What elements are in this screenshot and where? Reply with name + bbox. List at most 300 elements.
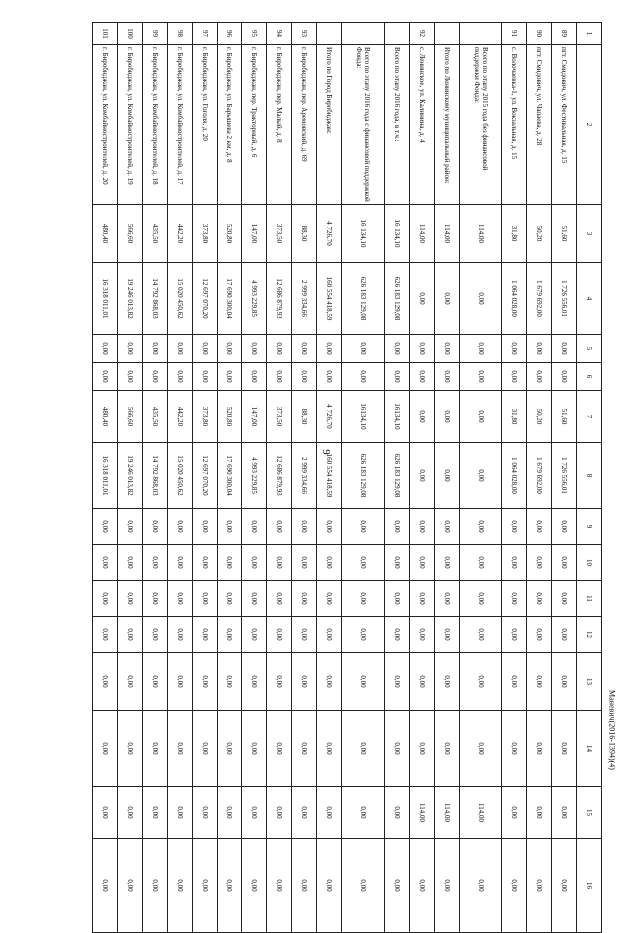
table-cell: 0,00: [384, 581, 409, 617]
table-cell: 0,00: [118, 617, 143, 653]
table-cell: 0,00: [341, 545, 384, 581]
table-cell: 0,00: [502, 509, 527, 545]
table-cell: г. Биробиджан, ул. Комбайностроителей, д. 17: [167, 45, 192, 205]
table-cell: 0,00: [217, 839, 242, 933]
table-cell: 0,00: [527, 653, 552, 711]
table-cell: 31,80: [502, 391, 527, 443]
table-cell: 0,00: [434, 335, 459, 363]
column-number-cell: 2: [577, 45, 602, 205]
table-cell: [459, 23, 502, 45]
table-cell: 0,00: [502, 653, 527, 711]
table-cell: 0,00: [217, 509, 242, 545]
table-row: [118, 23, 143, 933]
table-cell: 0,00: [317, 545, 342, 581]
table-cell: 0,00: [527, 617, 552, 653]
table-cell: 0,00: [93, 787, 118, 839]
table-cell: 0,00: [527, 711, 552, 787]
table-row: [267, 23, 292, 933]
table-cell: 0,00: [118, 545, 143, 581]
table-cell: 0,00: [118, 363, 143, 391]
table-header-row: [577, 23, 602, 933]
table-cell: Всего по этапу 2016 года с финансовой поддержкой Фонда:: [341, 45, 384, 205]
table-cell: 0,00: [434, 617, 459, 653]
table-cell: 0,00: [409, 363, 434, 391]
table-cell: 0,00: [317, 617, 342, 653]
table-cell: 0,00: [384, 617, 409, 653]
table-cell: 0,00: [142, 653, 167, 711]
table-cell: 0,00: [292, 509, 317, 545]
table-cell: 0,00: [341, 839, 384, 933]
table-cell: 626 183 129,08: [384, 443, 409, 509]
table-cell: 15 020 450,62: [167, 263, 192, 335]
table-cell: 0,00: [317, 581, 342, 617]
table-cell: 626 183 129,08: [384, 263, 409, 335]
table-cell: 0,00: [217, 335, 242, 363]
table-row: [142, 23, 167, 933]
table-cell: 15 020 450,62: [167, 443, 192, 509]
table-cell: 0,00: [292, 711, 317, 787]
table-cell: 0,00: [118, 839, 143, 933]
table-cell: Итого по Город Биробиджан:: [317, 45, 342, 205]
table-cell: [434, 23, 459, 45]
table-cell: 0,00: [192, 545, 217, 581]
table-row: [527, 23, 552, 933]
table-cell: 0,00: [192, 363, 217, 391]
table-cell: пгт. Смидович, ул. Чапаева, д. 28: [527, 45, 552, 205]
document-code: Маневич(2016-1394)(4): [607, 690, 617, 770]
table-cell: 0,00: [384, 787, 409, 839]
table-cell: 0,00: [142, 711, 167, 787]
table-cell: г. Биробиджан, ул. Гоголя, д. 20: [192, 45, 217, 205]
table-cell: г. Биробиджан, пер. Аремовский, д. 69: [292, 45, 317, 205]
table-cell: 0,00: [552, 653, 577, 711]
table-cell: 0,00: [142, 617, 167, 653]
table-cell: 0,00: [409, 335, 434, 363]
table-cell: 0,00: [93, 545, 118, 581]
table-cell: 114,00: [434, 787, 459, 839]
table-cell: 0,00: [341, 653, 384, 711]
table-cell: 0,00: [552, 335, 577, 363]
table-cell: 0,00: [434, 545, 459, 581]
table-cell: 16134,10: [384, 391, 409, 443]
table-cell: 0,00: [384, 653, 409, 711]
table-cell: 442,20: [167, 391, 192, 443]
table-cell: г. Биробиджан, пер. Тракторный, д. 6: [242, 45, 267, 205]
table-cell: 0,00: [242, 787, 267, 839]
table-cell: 0,00: [317, 509, 342, 545]
table-cell: 566,60: [118, 391, 143, 443]
table-cell: 373,50: [267, 391, 292, 443]
table-cell: 0,00: [242, 509, 267, 545]
table-cell: 0,00: [434, 443, 459, 509]
table-row: [552, 23, 577, 933]
table-cell: Итого по Ленинскому муниципальный район:: [434, 45, 459, 205]
table-row: [192, 23, 217, 933]
table-cell: 0,00: [434, 263, 459, 335]
table-cell: 0,00: [93, 711, 118, 787]
table-cell: 0,00: [552, 581, 577, 617]
table-cell: 93: [292, 23, 317, 45]
table-cell: с. Волочаевка-1, ул. Вокзальная, д. 15: [502, 45, 527, 205]
column-number-cell: 11: [577, 581, 602, 617]
table-cell: 160 554 418,59: [317, 263, 342, 335]
table-cell: 0,00: [142, 363, 167, 391]
table-cell: 4 993 229,85: [242, 263, 267, 335]
table-cell: 0,00: [267, 617, 292, 653]
table-cell: 4 726,70: [317, 205, 342, 263]
table-row: [217, 23, 242, 933]
table-cell: 97: [192, 23, 217, 45]
table-cell: 0,00: [502, 617, 527, 653]
table-cell: 92: [409, 23, 434, 45]
table-cell: 0,00: [409, 581, 434, 617]
table-cell: 0,00: [502, 581, 527, 617]
table-cell: 0,00: [341, 617, 384, 653]
table-cell: 114,00: [434, 205, 459, 263]
table-cell: 14 792 868,03: [142, 263, 167, 335]
column-number-cell: 16: [577, 839, 602, 933]
table-cell: 1 679 692,00: [527, 263, 552, 335]
table-cell: 12 686 879,93: [267, 263, 292, 335]
table-cell: 0,00: [118, 335, 143, 363]
table-cell: 0,00: [292, 653, 317, 711]
table-cell: 0,00: [292, 839, 317, 933]
table-cell: 0,00: [317, 653, 342, 711]
table-cell: 16 134,10: [341, 205, 384, 263]
table-cell: 566,60: [118, 205, 143, 263]
table-cell: 0,00: [242, 839, 267, 933]
table-cell: 0,00: [409, 653, 434, 711]
table-cell: 114,00: [409, 205, 434, 263]
table-cell: [384, 23, 409, 45]
table-row: [341, 23, 384, 933]
table-cell: 50,20: [527, 391, 552, 443]
table-cell: 0,00: [459, 653, 502, 711]
table-cell: 0,00: [409, 509, 434, 545]
table-cell: 0,00: [142, 581, 167, 617]
column-number-cell: 14: [577, 711, 602, 787]
table-cell: 19 246 013,82: [118, 263, 143, 335]
table-cell: 0,00: [459, 391, 502, 443]
table-cell: 4 726,70: [317, 391, 342, 443]
table-cell: 0,00: [459, 545, 502, 581]
table-cell: 0,00: [118, 509, 143, 545]
column-number-cell: 10: [577, 545, 602, 581]
table-cell: 373,50: [267, 205, 292, 263]
table-cell: 480,40: [93, 205, 118, 263]
table-cell: 0,00: [167, 581, 192, 617]
table-cell: 0,00: [192, 787, 217, 839]
table-cell: 0,00: [217, 363, 242, 391]
table-cell: 0,00: [267, 363, 292, 391]
table-cell: 17 690 300,04: [217, 263, 242, 335]
rotated-table-area: [92, 22, 602, 892]
table-cell: 14 792 868,03: [142, 443, 167, 509]
table-row: [242, 23, 267, 933]
table-cell: 0,00: [167, 545, 192, 581]
table-cell: 1 064 028,00: [502, 443, 527, 509]
table-cell: 0,00: [384, 509, 409, 545]
table-cell: 147,00: [242, 205, 267, 263]
table-cell: 1 726 556,01: [552, 443, 577, 509]
table-cell: 0,00: [292, 545, 317, 581]
table-cell: 0,00: [142, 509, 167, 545]
table-cell: 100: [118, 23, 143, 45]
table-cell: 0,00: [409, 443, 434, 509]
table-cell: 0,00: [192, 617, 217, 653]
table-cell: 0,00: [192, 581, 217, 617]
housing-program-table: [92, 22, 602, 933]
table-cell: 0,00: [527, 509, 552, 545]
table-cell: 0,00: [192, 509, 217, 545]
table-cell: 0,00: [502, 545, 527, 581]
table-cell: 12 697 070,20: [192, 443, 217, 509]
table-cell: 0,00: [292, 335, 317, 363]
table-cell: 0,00: [409, 839, 434, 933]
table-cell: [317, 23, 342, 45]
table-cell: 0,00: [552, 545, 577, 581]
table-cell: 90: [527, 23, 552, 45]
table-cell: 0,00: [341, 581, 384, 617]
table-cell: 0,00: [192, 711, 217, 787]
table-cell: 0,00: [459, 363, 502, 391]
table-cell: 0,00: [409, 545, 434, 581]
table-cell: 0,00: [317, 363, 342, 391]
column-number-cell: 12: [577, 617, 602, 653]
table-cell: с. Ленинское, ул. Калинина, д. 4: [409, 45, 434, 205]
table-cell: 373,80: [192, 205, 217, 263]
table-cell: 0,00: [167, 653, 192, 711]
table-row: [409, 23, 434, 933]
table-cell: 0,00: [192, 653, 217, 711]
table-cell: Всего по этапу 2016 года, в т.ч.:: [384, 45, 409, 205]
table-cell: 16 318 011,01: [93, 443, 118, 509]
table-cell: 435,50: [142, 391, 167, 443]
table-cell: 0,00: [459, 509, 502, 545]
column-number-cell: 6: [577, 363, 602, 391]
table-cell: 0,00: [341, 363, 384, 391]
table-cell: 0,00: [527, 363, 552, 391]
table-cell: 0,00: [217, 711, 242, 787]
table-cell: 0,00: [502, 363, 527, 391]
table-cell: 2 999 334,66: [292, 263, 317, 335]
table-cell: 520,80: [217, 391, 242, 443]
table-cell: 0,00: [502, 787, 527, 839]
table-cell: 12 686 879,93: [267, 443, 292, 509]
column-number-cell: 15: [577, 787, 602, 839]
table-cell: 0,00: [341, 509, 384, 545]
table-cell: 0,00: [527, 545, 552, 581]
table-cell: 0,00: [292, 363, 317, 391]
table-cell: г. Биробиджан, ул. Барышева 2 км, д. 8: [217, 45, 242, 205]
table-cell: г. Биробиджан, ул. Комбайностроителей, д. 18: [142, 45, 167, 205]
table-cell: 0,00: [317, 711, 342, 787]
table-cell: 0,00: [552, 509, 577, 545]
table-cell: 0,00: [434, 711, 459, 787]
table-cell: 0,00: [459, 335, 502, 363]
table-cell: 626 183 129,08: [341, 443, 384, 509]
table-cell: 0,00: [93, 363, 118, 391]
table-cell: 0,00: [118, 581, 143, 617]
table-cell: г. Биробиджан, ул. Комбайностроителей, д. 20: [93, 45, 118, 205]
table-cell: 0,00: [217, 581, 242, 617]
table-row: [459, 23, 502, 933]
table-cell: 0,00: [267, 653, 292, 711]
table-cell: 16 318 011,01: [93, 263, 118, 335]
table-cell: 91: [502, 23, 527, 45]
table-cell: 0,00: [552, 711, 577, 787]
column-number-cell: 8: [577, 443, 602, 509]
table-cell: 17 690 300,04: [217, 443, 242, 509]
table-cell: 0,00: [167, 839, 192, 933]
table-cell: 0,00: [502, 335, 527, 363]
table-cell: 0,00: [217, 617, 242, 653]
table-cell: 0,00: [384, 363, 409, 391]
table-cell: 0,00: [242, 581, 267, 617]
table-cell: 0,00: [459, 443, 502, 509]
table-cell: 101: [93, 23, 118, 45]
table-cell: 0,00: [93, 617, 118, 653]
table-cell: 0,00: [217, 653, 242, 711]
table-cell: 16 134,10: [384, 205, 409, 263]
table-cell: 0,00: [459, 581, 502, 617]
table-cell: 0,00: [93, 335, 118, 363]
table-cell: 160 554 418,59: [317, 443, 342, 509]
column-number-cell: 7: [577, 391, 602, 443]
table-cell: 0,00: [142, 545, 167, 581]
table-cell: 0,00: [192, 335, 217, 363]
column-number-cell: 4: [577, 263, 602, 335]
table-cell: 0,00: [242, 545, 267, 581]
column-number-cell: 5: [577, 335, 602, 363]
table-cell: 0,00: [217, 787, 242, 839]
table-cell: 0,00: [341, 711, 384, 787]
table-cell: 0,00: [459, 617, 502, 653]
table-cell: пгт. Смидович, ул. Фестивальная, д. 15: [552, 45, 577, 205]
table-cell: 0,00: [93, 509, 118, 545]
table-cell: г. Биробиджан, ул. Комбайностроителей, д. 19: [118, 45, 143, 205]
table-cell: 0,00: [167, 363, 192, 391]
table-cell: 0,00: [527, 787, 552, 839]
table-cell: 0,00: [434, 363, 459, 391]
column-number-cell: 1: [577, 23, 602, 45]
table-cell: 0,00: [341, 335, 384, 363]
table-cell: 50,20: [527, 205, 552, 263]
table-cell: 0,00: [434, 509, 459, 545]
table-cell: 0,00: [317, 335, 342, 363]
table-cell: 520,80: [217, 205, 242, 263]
table-cell: 88,30: [292, 391, 317, 443]
table-cell: 0,00: [267, 787, 292, 839]
table-cell: 0,00: [93, 581, 118, 617]
table-cell: 51,60: [552, 391, 577, 443]
table-cell: 0,00: [434, 391, 459, 443]
table-cell: 0,00: [118, 653, 143, 711]
table-cell: 0,00: [167, 711, 192, 787]
table-row: [317, 23, 342, 933]
table-cell: 0,00: [167, 617, 192, 653]
table-cell: 626 183 129,08: [341, 263, 384, 335]
table-cell: 4 993 229,85: [242, 443, 267, 509]
table-cell: 0,00: [409, 391, 434, 443]
table-row: [93, 23, 118, 933]
table-row: [502, 23, 527, 933]
table-cell: 0,00: [242, 335, 267, 363]
table-cell: 0,00: [527, 335, 552, 363]
table-cell: 0,00: [409, 263, 434, 335]
column-number-cell: 3: [577, 205, 602, 263]
table-cell: 99: [142, 23, 167, 45]
table-row: [292, 23, 317, 933]
table-cell: 0,00: [167, 335, 192, 363]
table-cell: 435,50: [142, 205, 167, 263]
table-cell: 0,00: [242, 363, 267, 391]
table-cell: 88,30: [292, 205, 317, 263]
table-cell: 0,00: [552, 787, 577, 839]
table-cell: 0,00: [267, 839, 292, 933]
table-cell: 0,00: [317, 839, 342, 933]
table-cell: 96: [217, 23, 242, 45]
column-number-cell: 9: [577, 509, 602, 545]
table-cell: 0,00: [341, 787, 384, 839]
table-cell: 147,00: [242, 391, 267, 443]
table-cell: 0,00: [434, 839, 459, 933]
table-cell: 0,00: [552, 839, 577, 933]
table-cell: 0,00: [434, 653, 459, 711]
table-cell: 0,00: [384, 711, 409, 787]
table-cell: 0,00: [409, 711, 434, 787]
table-cell: 114,00: [409, 787, 434, 839]
table-cell: 0,00: [459, 839, 502, 933]
table-cell: 0,00: [93, 839, 118, 933]
table-cell: 51,60: [552, 205, 577, 263]
table-cell: 0,00: [292, 787, 317, 839]
table-cell: 1 064 028,00: [502, 263, 527, 335]
table-row: [167, 23, 192, 933]
table-cell: 0,00: [142, 839, 167, 933]
table-cell: 16134,10: [341, 391, 384, 443]
table-cell: 19 246 013,82: [118, 443, 143, 509]
table-cell: 0,00: [527, 839, 552, 933]
table-cell: 0,00: [267, 581, 292, 617]
table-cell: 0,00: [459, 711, 502, 787]
table-cell: 0,00: [167, 787, 192, 839]
page-number: 9: [320, 449, 332, 455]
table-cell: 0,00: [459, 263, 502, 335]
table-cell: 0,00: [142, 335, 167, 363]
table-cell: 0,00: [409, 617, 434, 653]
table-cell: 0,00: [434, 581, 459, 617]
table-cell: 0,00: [384, 545, 409, 581]
table-cell: 0,00: [267, 711, 292, 787]
table-cell: 0,00: [192, 839, 217, 933]
table-cell: 0,00: [317, 787, 342, 839]
table-cell: [341, 23, 384, 45]
table-row: [384, 23, 409, 933]
table-cell: 0,00: [292, 617, 317, 653]
table-cell: Всего по этапу 2015 года без финансовой поддержки Фонда:: [459, 45, 502, 205]
table-cell: 0,00: [527, 581, 552, 617]
table-cell: 1 679 692,00: [527, 443, 552, 509]
table-cell: 98: [167, 23, 192, 45]
table-cell: 0,00: [242, 653, 267, 711]
table-cell: 89: [552, 23, 577, 45]
table-cell: 0,00: [292, 581, 317, 617]
table-cell: 95: [242, 23, 267, 45]
table-cell: 0,00: [142, 787, 167, 839]
table-cell: 373,80: [192, 391, 217, 443]
table-cell: 442,20: [167, 205, 192, 263]
